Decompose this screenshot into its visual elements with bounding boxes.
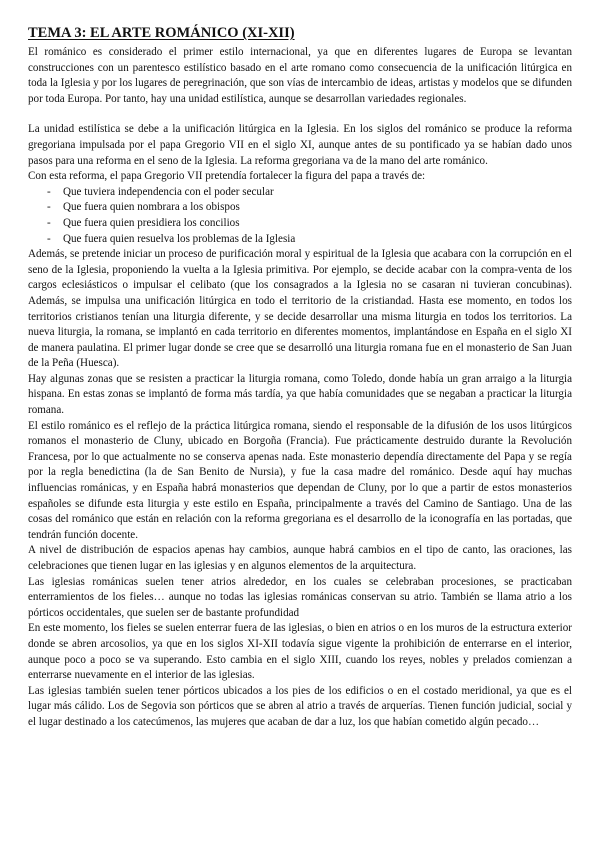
- paragraph-gap: [28, 107, 572, 122]
- list-dash-marker: -: [47, 185, 51, 198]
- paragraph-enterramientos: En este momento, los fieles se suelen enterrar fuera de las iglesias, o bien en atrios o en los muros de la estructura exterior donde se abren arcosolios, ya que en los siglos XI-XII todavía sigue vigente la prohibición de enterrarse en el interior, aunque poco a poco se va superando. Esto cambia en el siglo XIII, cuando los reyes, nobles y prelados comienzan a enterrarse nuevamente en el interior de las iglesias.: [28, 622, 572, 682]
- paragraph-unidad: La unidad estilística se debe a la unificación litúrgica en la Iglesia. En los siglos del románico se produce la reforma gregoriana impulsada por el papa Gregorio VII en el siglo XI, aunque antes de su pontificado ya se habían dado unos pasos para una reforma en el seno de la Iglesia. La reforma gregoriana va de la mano del arte románico.: [28, 123, 572, 167]
- paragraph-reforma-intro: Con esta reforma, el papa Gregorio VII pretendía fortalecer la figura del papa a través de:: [28, 170, 426, 183]
- list-dash-marker: -: [47, 216, 51, 229]
- paragraph-espacios: A nivel de distribución de espacios apenas hay cambios, aunque habrá cambios en el tipo de canto, las oraciones, las celebraciones que tienen lugar en las iglesias y en algunos elementos de la arquitectura.: [28, 544, 572, 572]
- list-dash-marker: -: [47, 232, 51, 245]
- paragraph-atrios: Las iglesias románicas suelen tener atrios alrededor, en los cuales se celebraban procesiones, se practicaban enterramientos de los fieles… aunque no todas las iglesias románicas conservan su atrio. También se llama atrio a los pórticos occidentales, que suelen ser de bastante profundidad: [28, 575, 572, 619]
- list-item-text: Que tuviera independencia con el poder secular: [63, 185, 274, 198]
- paragraph-purificacion: Además, se pretende iniciar un proceso de purificación moral y espiritual de la Iglesia que acabara con la corrupción en el seno de la Iglesia, proponiendo la vuelta a la Iglesia primitiva. Por ejemplo, se decide acabar con la compra-venta de los cargos eclesiásticos o impulsar el celibato (que los consagrados a la Iglesia no se casaran ni tuvieran concubinas). Además, se impulsa una unificación litúrgica en todo el territorio de la cristiandad. Hasta ese momento, en todos los territorios cristianos tenían una liturgia diferente, y se decide desarrollar una misma liturgia en todos los territorios. La nueva liturgia, la romana, se implantó en cada territorio en diferentes momentos, implantándose en España en el siglo XI de manera paulatina. El primer lugar donde se cree que se desarrolló una liturgia romana fue en el monasterio de San Juan de la Peña (Huesca).: [28, 248, 572, 370]
- reform-goals-list: [28, 185, 572, 247]
- list-item: [28, 232, 572, 248]
- paragraph-resistencia: Hay algunas zonas que se resisten a practicar la liturgia romana, como Toledo, donde había un gran arraigo a la liturgia hispana. En estas zonas se implantó de forma más tardía, ya que había comunidades que se negaban a practicar la liturgia romana.: [28, 372, 572, 417]
- list-item-text: Que fuera quien resuelva los problemas de la Iglesia: [63, 232, 296, 245]
- paragraph-cluny: El estilo románico es el reflejo de la práctica litúrgica romana, siendo el responsable de la difusión de los usos litúrgicos romanos el monasterio de Cluny, ubicado en Borgoña (Francia). Fue prácticamente destruido durante la Revolución Francesa, por lo que actualmente no se conserva apenas nada. Este monasterio dependía directamente del Papa y se regía por la regla benedictina (la de San Benito de Nursia), y fue la casa madre del románico. Desde aquí hay muchas influencias románicas, y en España habrá monasterios que dependan de Cluny, por lo que a partir de estos monasterios españoles se difunde esta liturgia y este estilo en España, principalmente a través del Camino de Santiago. Una de las cosas del románico que están en relación con la reforma gregoriana es el desarrollo de la iconografía en las portadas, que tendrán función docente.: [28, 419, 572, 541]
- paragraph-porticos: Las iglesias también suelen tener pórticos ubicados a los pies de los edificios o en el costado meridional, ya que es el lugar más cálido. Los de Segovia son pórticos que se abren al atrio a través de arquerías. Tienen función judicial, social y el lugar destinado a los catecúmenos, las mujeres que acaban de dar a luz, los que habían cometido algún pecado…: [28, 684, 572, 728]
- paragraph-intro: El románico es considerado el primer estilo internacional, ya que en diferentes lugares de Europa se levantan construcciones con un parentesco estilístico basado en el arte romano como consecuencia de la unificación litúrgica en toda la Iglesia y por los lugares de peregrinación, que son vías de intercambio de ideas, artistas y modelos que se difunden por toda Europa. Por tanto, hay una unidad estilística, aunque se desarrollan variedades regionales.: [28, 46, 572, 105]
- list-item: [28, 185, 572, 201]
- list-item-text: Que fuera quien nombrara a los obispos: [63, 201, 240, 214]
- list-item: [28, 200, 572, 216]
- list-item-text: Que fuera quien presidiera los concilios: [63, 216, 240, 229]
- list-dash-marker: -: [47, 201, 51, 214]
- list-item: [28, 216, 572, 232]
- document-title: TEMA 3: EL ARTE ROMÁNICO (XI-XII): [28, 25, 295, 41]
